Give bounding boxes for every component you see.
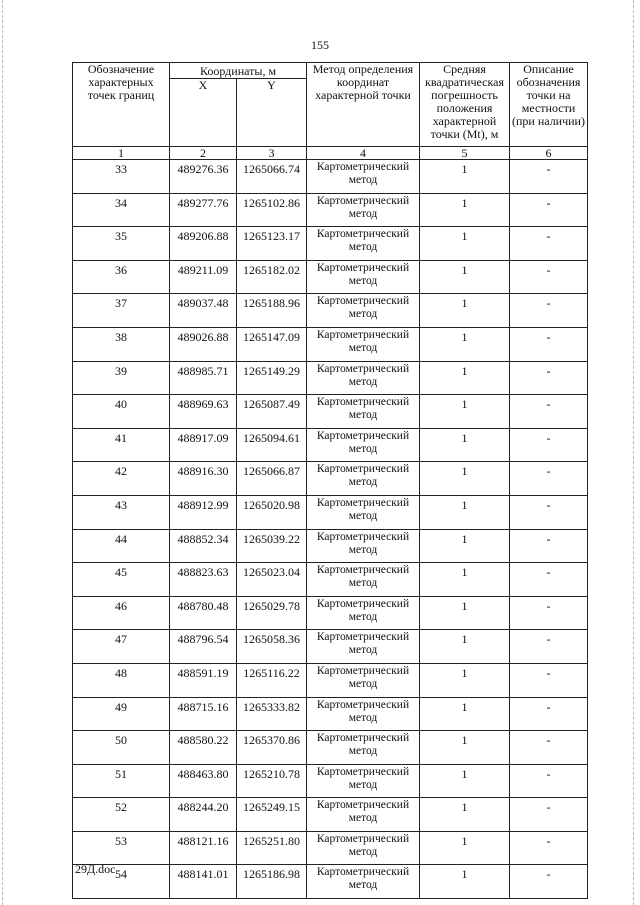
cell-description: - [510,563,588,597]
cell-method: Картометрический метод [307,260,420,294]
table-row [73,462,588,496]
table-row [73,798,588,832]
cell-description: - [510,260,588,294]
cell-point: 54 [73,865,170,899]
table-row [73,831,588,865]
footer-filename: 29Д.doc [75,862,116,876]
page-number: 155 [311,38,329,52]
cell-description: - [510,630,588,664]
cell-point: 37 [73,294,170,328]
header-error: Средняя квадратическая погрешность положения характерной точки (Mt), м [420,63,510,147]
table-row [73,160,588,194]
cell-point: 48 [73,663,170,697]
cell-error: 1 [420,428,510,462]
cell-error: 1 [420,462,510,496]
cell-error: 1 [420,865,510,899]
column-number: 6 [510,147,588,160]
cell-x: 488916.30 [170,462,237,496]
cell-y: 1265058.36 [237,630,307,664]
table-row [73,865,588,899]
table-row [73,529,588,563]
cell-x: 488912.99 [170,495,237,529]
cell-error: 1 [420,831,510,865]
cell-point: 53 [73,831,170,865]
cell-y: 1265249.15 [237,798,307,832]
cell-x: 488823.63 [170,563,237,597]
cell-method: Картометрический метод [307,227,420,261]
header-y: Y [237,79,307,147]
cell-point: 42 [73,462,170,496]
cell-error: 1 [420,731,510,765]
cell-error: 1 [420,563,510,597]
cell-method: Картометрический метод [307,395,420,429]
cell-x: 488244.20 [170,798,237,832]
cell-error: 1 [420,663,510,697]
cell-x: 488985.71 [170,361,237,395]
cell-y: 1265094.61 [237,428,307,462]
cell-point: 50 [73,731,170,765]
cell-error: 1 [420,798,510,832]
cell-error: 1 [420,327,510,361]
cell-point: 35 [73,227,170,261]
cell-point: 33 [73,160,170,194]
table-row [73,327,588,361]
cell-y: 1265102.86 [237,193,307,227]
cell-method: Картометрический метод [307,529,420,563]
cell-y: 1265188.96 [237,294,307,328]
column-number: 1 [73,147,170,160]
column-number: 4 [307,147,420,160]
cell-description: - [510,327,588,361]
cell-description: - [510,831,588,865]
cell-method: Картометрический метод [307,327,420,361]
header-description: Описание обозначения точки на местности (при наличии) [510,63,588,147]
cell-error: 1 [420,495,510,529]
cell-x: 489276.36 [170,160,237,194]
cell-y: 1265186.98 [237,865,307,899]
cell-description: - [510,697,588,731]
table-row [73,697,588,731]
cell-y: 1265066.74 [237,160,307,194]
cell-method: Картометрический метод [307,596,420,630]
coordinates-table [72,62,588,899]
cell-method: Картометрический метод [307,798,420,832]
cell-x: 489206.88 [170,227,237,261]
scan-edge-right [633,0,634,905]
cell-description: - [510,160,588,194]
cell-description: - [510,529,588,563]
cell-method: Картометрический метод [307,361,420,395]
cell-point: 43 [73,495,170,529]
cell-description: - [510,193,588,227]
cell-x: 489026.88 [170,327,237,361]
cell-x: 489277.76 [170,193,237,227]
cell-y: 1265066.87 [237,462,307,496]
cell-description: - [510,731,588,765]
cell-description: - [510,663,588,697]
table-row [73,630,588,664]
table-row [73,731,588,765]
cell-x: 488141.01 [170,865,237,899]
table-row [73,227,588,261]
cell-description: - [510,596,588,630]
cell-x: 488796.54 [170,630,237,664]
cell-description: - [510,764,588,798]
table-header [73,63,588,160]
table-row [73,663,588,697]
cell-y: 1265333.82 [237,697,307,731]
cell-point: 49 [73,697,170,731]
table-row [73,260,588,294]
table-row [73,294,588,328]
cell-error: 1 [420,160,510,194]
cell-y: 1265149.29 [237,361,307,395]
cell-method: Картометрический метод [307,495,420,529]
cell-error: 1 [420,193,510,227]
cell-y: 1265020.98 [237,495,307,529]
cell-y: 1265029.78 [237,596,307,630]
cell-method: Картометрический метод [307,663,420,697]
cell-method: Картометрический метод [307,428,420,462]
header-x: X [170,79,237,147]
table-row [73,764,588,798]
header-coordinates: Координаты, м [170,63,307,79]
cell-method: Картометрический метод [307,697,420,731]
cell-method: Картометрический метод [307,764,420,798]
cell-method: Картометрический метод [307,160,420,194]
cell-error: 1 [420,227,510,261]
cell-point: 45 [73,563,170,597]
cell-point: 46 [73,596,170,630]
cell-description: - [510,865,588,899]
cell-description: - [510,495,588,529]
cell-x: 489037.48 [170,294,237,328]
cell-x: 488715.16 [170,697,237,731]
table-row [73,596,588,630]
cell-error: 1 [420,294,510,328]
cell-point: 41 [73,428,170,462]
cell-x: 488780.48 [170,596,237,630]
table-row [73,428,588,462]
cell-description: - [510,462,588,496]
cell-point: 40 [73,395,170,429]
cell-method: Картометрический метод [307,831,420,865]
table-row [73,361,588,395]
table-body [73,160,588,899]
cell-point: 34 [73,193,170,227]
cell-point: 36 [73,260,170,294]
column-number: 5 [420,147,510,160]
cell-x: 489211.09 [170,260,237,294]
cell-y: 1265039.22 [237,529,307,563]
cell-y: 1265023.04 [237,563,307,597]
column-numbers-row [73,147,588,160]
cell-point: 39 [73,361,170,395]
cell-error: 1 [420,361,510,395]
cell-x: 488463.80 [170,764,237,798]
cell-x: 488580.22 [170,731,237,765]
cell-y: 1265210.78 [237,764,307,798]
header-method: Метод определения координат характерной точки [307,63,420,147]
cell-description: - [510,798,588,832]
cell-description: - [510,294,588,328]
table-row [73,495,588,529]
cell-method: Картометрический метод [307,865,420,899]
cell-point: 52 [73,798,170,832]
cell-method: Картометрический метод [307,193,420,227]
cell-point: 38 [73,327,170,361]
cell-method: Картометрический метод [307,462,420,496]
cell-description: - [510,361,588,395]
cell-error: 1 [420,697,510,731]
cell-method: Картометрический метод [307,630,420,664]
cell-point: 44 [73,529,170,563]
table-row [73,395,588,429]
cell-description: - [510,227,588,261]
cell-y: 1265182.02 [237,260,307,294]
cell-method: Картометрический метод [307,294,420,328]
cell-point: 47 [73,630,170,664]
cell-method: Картометрический метод [307,731,420,765]
cell-y: 1265087.49 [237,395,307,429]
cell-error: 1 [420,764,510,798]
cell-method: Картометрический метод [307,563,420,597]
table-row [73,563,588,597]
cell-description: - [510,395,588,429]
cell-y: 1265123.17 [237,227,307,261]
cell-y: 1265147.09 [237,327,307,361]
cell-y: 1265370.86 [237,731,307,765]
cell-error: 1 [420,395,510,429]
cell-error: 1 [420,630,510,664]
cell-x: 488917.09 [170,428,237,462]
cell-error: 1 [420,260,510,294]
header-designation: Обозначение характерных точек границ [73,63,170,147]
cell-error: 1 [420,596,510,630]
scan-edge-left [2,0,3,905]
cell-point: 51 [73,764,170,798]
cell-y: 1265116.22 [237,663,307,697]
cell-x: 488121.16 [170,831,237,865]
table-row [73,193,588,227]
column-number: 2 [170,147,237,160]
cell-error: 1 [420,529,510,563]
cell-x: 488591.19 [170,663,237,697]
cell-description: - [510,428,588,462]
column-number: 3 [237,147,307,160]
cell-y: 1265251.80 [237,831,307,865]
cell-x: 488852.34 [170,529,237,563]
cell-x: 488969.63 [170,395,237,429]
